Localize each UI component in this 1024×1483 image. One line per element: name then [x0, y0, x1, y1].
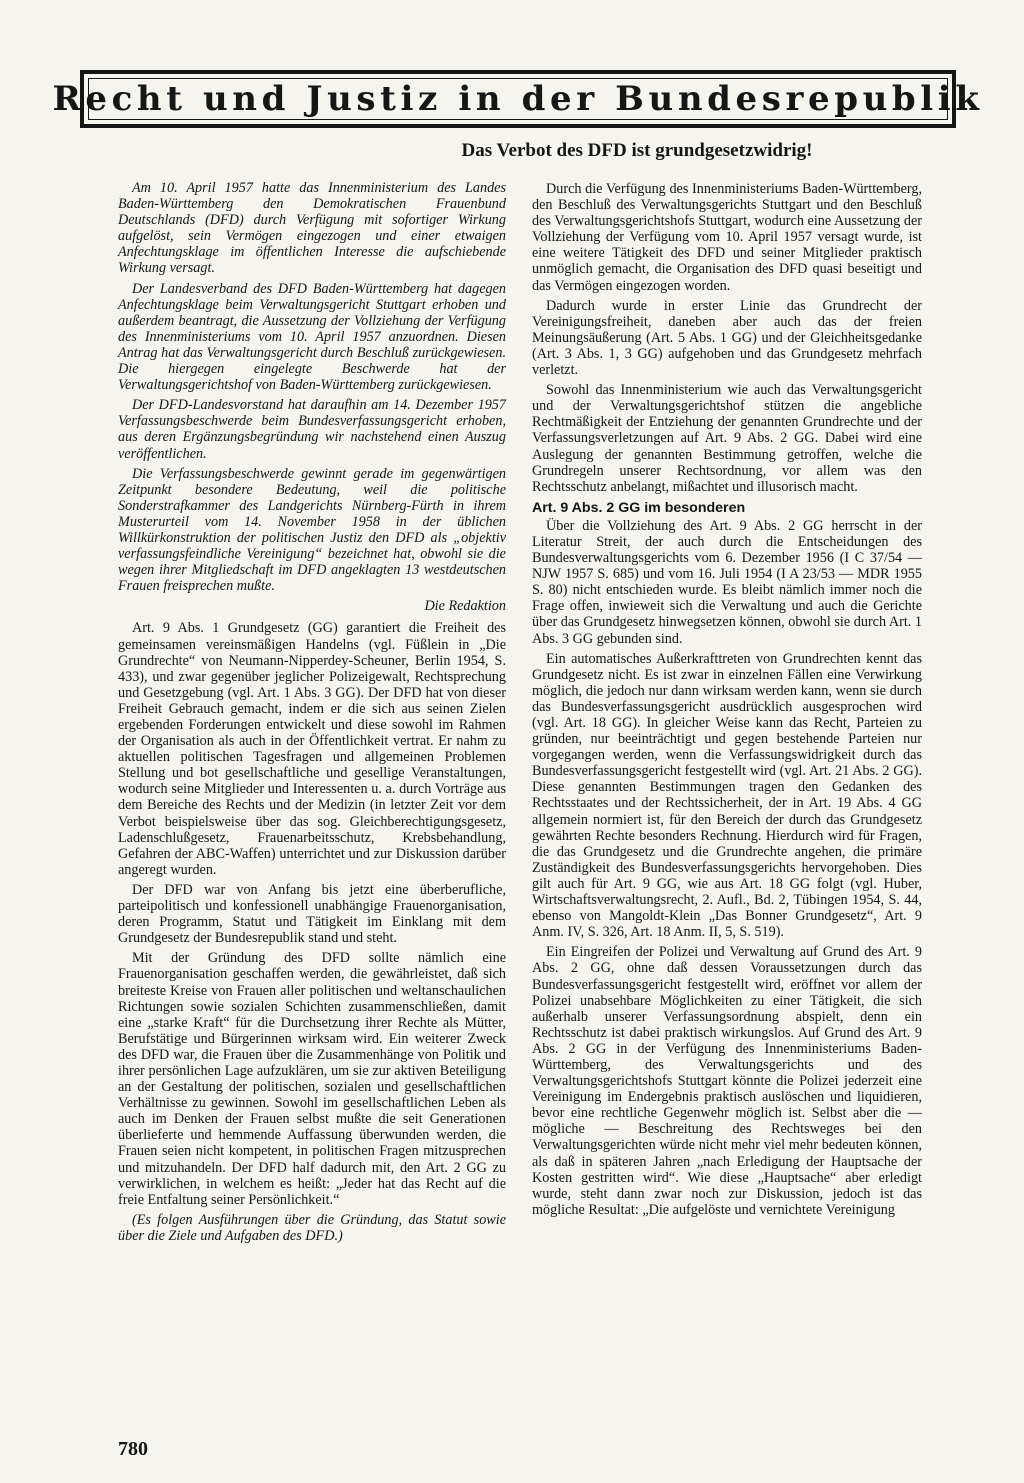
- intro-paragraph: Der Landesverband des DFD Baden-Württemberg hat dagegen Anfechtungsklage beim Verwaltungsgericht Stuttgart erhoben und außerdem beantragt, die Aussetzung der Vollziehung der Verfügung des Innenministeriums vom 10. April 1957 anzuordnen. Diesen Antrag hat das Verwaltungsgericht durch Beschluß zurückgewiesen. Die hiergegen eingelegte Beschwerde hat der Verwaltungsgerichtshof von Baden-Württemberg zurückgewiesen.: [118, 280, 506, 394]
- body-paragraph: Durch die Verfügung des Innenministeriums Baden-Württemberg, den Beschluß des Verwaltungsgerichts Stuttgart und den Beschluß des Verwaltungsgerichtshofs Stuttgart, wodurch eine Aussetzung der Vollziehung der Verfügung vom 10. April 1957 versagt wurde, ist eine weitere Tätigkeit des DFD und seiner Mitglieder praktisch unmöglich gemacht, die Organisation des DFD quasi beseitigt und das Vermögen eingezogen worden.: [532, 181, 922, 294]
- section-title: Recht und Justiz in der Bundesrepublik: [52, 79, 984, 119]
- body-paragraph: Über die Vollziehung des Art. 9 Abs. 2 GG herrscht in der Literatur Streit, der auch durch die Entscheidungen des Bundesverwaltungsgerichts vom 6. Dezember 1956 (I C 37/54 — NJW 1957 S. 685) und vom 16. Juli 1954 (I A 23/53 — MDR 1955 S. 80) nicht entschieden wurde. Es bleibt nämlich immer noch die Frage offen, inwieweit sich die Verwaltung und auch die Gerichte über das Grundgesetz hinwegsetzen können, obwohl sie durch Art. 1 Abs. 3 GG gebunden sind.: [532, 517, 922, 647]
- body-paragraph: Mit der Gründung des DFD sollte nämlich eine Frauenorganisation geschaffen werden, die gewährleistet, daß sich breiteste Kreise von Frauen aller politischen und weltanschaulichen Richtungen sowie sozialen Schichten zusammenschließen, damit eine „starke Kraft“ für die Durchsetzung ihrer Rechte als Mütter, Berufstätige und Bürgerinnen wirksam wird. Ein weiterer Zweck des DFD war, die Frauen über die Zusammenhänge von Politik und ihrer persönlichen Lage aufzuklären, um sie zur aktiven Beteiligung an der Gestaltung der politischen, sozialen und gesellschaftlichen Verhältnisse zu gewinnen. Sowohl im gesellschaftlichen Leben als auch im Denken der Frauen selbst mußte die seit Generationen überlieferte und hemmende Auffassung überwunden werden, die Frauen seien nicht kompetent, in politischen Fragen mitzusprechen und mitzuhandeln. Der DFD half dadurch mit, den Art. 2 GG zu verwirklichen, in welchem es heißt: „Jeder hat das Recht auf die freie Entfaltung seiner Persönlichkeit.“: [118, 950, 506, 1208]
- right-column: [532, 181, 922, 1222]
- intro-paragraph: Am 10. April 1957 hatte das Innenministerium des Landes Baden-Württemberg den Demokratischen Frauenbund Deutschlands (DFD) durch Verfügung mit sofortiger Wirkung aufgelöst, sein Vermögen eingezogen und einer etwaigen Anfechtungsklage im öffentlichen Interesse die aufschiebende Wirkung versagt.: [118, 180, 506, 277]
- intro-paragraph: Die Verfassungsbeschwerde gewinnt gerade im gegenwärtigen Zeitpunkt besondere Bedeutung, weil die politische Sonderstrafkammer des Landgerichts Nürnberg-Fürth in ihrem Musterurteil vom 14. November 1958 in der üblichen Willkürkonstruktion der politischen Justiz den DFD als „objektiv verfassungsfeindliche Vereinigung“ bezeichnet hat, obwohl sie die wegen ihrer Mitgliedschaft im DFD angeklagten 13 westdeutschen Frauen freisprechen mußte.: [118, 465, 506, 595]
- left-column: [118, 180, 506, 1248]
- editorial-note: (Es folgen Ausführungen über die Gründung, das Statut sowie über die Ziele und Aufgaben des DFD.): [118, 1211, 506, 1244]
- body-paragraph: Ein Eingreifen der Polizei und Verwaltung auf Grund des Art. 9 Abs. 2 GG, ohne daß dessen Voraussetzungen durch das Bundesverfassungsgericht festgestellt wird, eröffnet vor allem der Polizei unabsehbare Möglichkeiten zu einer Tätigkeit, die sich außerhalb unserer Verfassungsordnung abspielt, denn ein Rechtsschutz ist dabei praktisch wirkungslos. Auf Grund des Art. 9 Abs. 2 GG in der Verfügung des Innenministeriums Baden-Württemberg, des Verwaltungsgerichts und des Verwaltungsgerichtshofs Stuttgart könnte die Polizei jederzeit eine Vereinigung im Endergebnis praktisch auslöschen und liquidieren, bevor eine rechtliche Gegenwehr möglich ist. Selbst aber die — mögliche — Beschreitung des Rechtsweges bei den Verwaltungsgerichten würde nicht mehr viel mehr bedeuten können, als daß in späteren Jahren „nach Erledigung der Hauptsache der Kosten gestritten wird“. Wie diese „Hauptsache“ aber erledigt wurde, steht dann zwar noch zur Diskussion, jedoch ist das mögliche Resultat: „Die aufgelöste und vernichtete Vereinigung: [532, 944, 922, 1218]
- body-paragraph: Der DFD war von Anfang bis jetzt eine überberufliche, parteipolitisch und konfessionell unabhängige Frauenorganisation, deren Programm, Statut und Tätigkeit im Einklang mit dem Grundgesetz der Bundesrepublik stand und steht.: [118, 881, 506, 947]
- section-banner: [52, 70, 984, 128]
- body-paragraph: Dadurch wurde in erster Linie das Grundrecht der Vereinigungsfreiheit, daneben aber auch das der freien Meinungsäußerung (Art. 5 Abs. 1 GG) und der Gleichheitsgedanke (Art. 3 Abs. 1, 3 GG) aufgehoben und das Grundgesetz mehrfach verletzt.: [532, 297, 922, 379]
- body-paragraph: Art. 9 Abs. 1 Grundgesetz (GG) garantiert die Freiheit des gemeinsamen vereinsmäßigen Handelns (vgl. Füßlein in „Die Grundrechte“ von Neumann-Nipperdey-Scheuner, Berlin 1954, S. 433), und zwar gegenüber jeglicher Polizeigewalt, Rechtsprechung und Gesetzgebung (vgl. Art. 1 Abs. 3 GG). Der DFD hat von dieser Freiheit Gebrauch gemacht, indem er die sich aus seinen Zielen ergebenden Forderungen entwickelt und diese sowohl im Rahmen der Organisation als auch in der Öffentlichkeit vertrat. Er nahm zu aktuellen politischen Tagesfragen und allgemeinen Problemen Stellung und bot gesellschaftliche und gesellige Veranstaltungen, wodurch seine Mitglieder und Interessenten u. a. durch Vorträge aus dem Bereiche des Rechts und der Medizin (in letzter Zeit vor dem Verbot beispielsweise über das sog. Gleichberechtigungsgesetz, Ladenschlußgesetz, Frauenarbeitsschutz, Krebsbehandlung, Gefahren der ABC-Waffen) unterrichtet und zur Diskussion darüber angeregt wurden.: [118, 620, 506, 878]
- article-headline: Das Verbot des DFD ist grundgesetzwidrig!: [461, 140, 813, 161]
- editorial-signature: Die Redaktion: [424, 598, 506, 615]
- intro-paragraph: Der DFD-Landesvorstand hat daraufhin am 14. Dezember 1957 Verfassungsbeschwerde beim Bundesverfassungsgericht erhoben, aus deren Ergänzungsbegründung wir nachstehend einen Auszug veröffentlichen.: [118, 397, 506, 462]
- body-paragraph: Ein automatisches Außerkrafttreten von Grundrechten kennt das Grundgesetz nicht. Es ist zwar in einzelnen Fällen eine Verwirkung möglich, die jedoch nur dann wirksam werden kann, wenn sie durch das Bundesverfassungsgericht ausdrücklich ausgesprochen wird (vgl. Art. 18 GG). In gleicher Weise kann das Recht, Parteien zu gründen, nur beeinträchtigt und gegen bestehende Parteien nur vorgegangen werden, wenn die Verfassungswidrigkeit durch das Bundesverfassungsgericht festgestellt wird (vgl. Art. 21 Abs. 2 GG). Diese genannten Bestimmungen tragen den Gedanken des Rechtsstaates und der Rechtssicherheit, der in Art. 19 Abs. 4 GG allgemein normiert ist, für den Bereich der durch das Grundgesetz gewährten Rechte besonders Rechnung. Hierdurch wird für Fragen, die das Grundgesetz und die Grundrechte angehen, die primäre Zuständigkeit des Bundesverfassungsgerichts hervorgehoben. Dies gilt auch für Art. 9 GG, wie aus Art. 18 GG folgt (vgl. Huber, Wirtschaftsverwaltungsrecht, 2. Aufl., Bd. 2, Tübingen 1954, S. 44, ebenso von Mangoldt-Klein „Das Bonner Grundgesetz“, Art. 9 Anm. IV, S. 326, Art. 18 Anm. II, 5, S. 519).: [532, 650, 922, 941]
- page-number: 780: [118, 1438, 148, 1460]
- section-subheading: Art. 9 Abs. 2 GG im besonderen: [532, 499, 746, 516]
- body-paragraph: Sowohl das Innenministerium wie auch das Verwaltungsgericht und der Verwaltungsgerichtshof stützen die angebliche Rechtmäßigkeit der Entziehung der genannten Grundrechte und der Verfassungsverletzungen auf Art. 9 Abs. 2 GG. Dabei wird eine Auslegung der genannten Bestimmung getroffen, welche die Grundregeln unserer Rechtsordnung, vor allem was den Rechtsschutz anbelangt, mißachtet und illusorisch macht.: [532, 382, 922, 495]
